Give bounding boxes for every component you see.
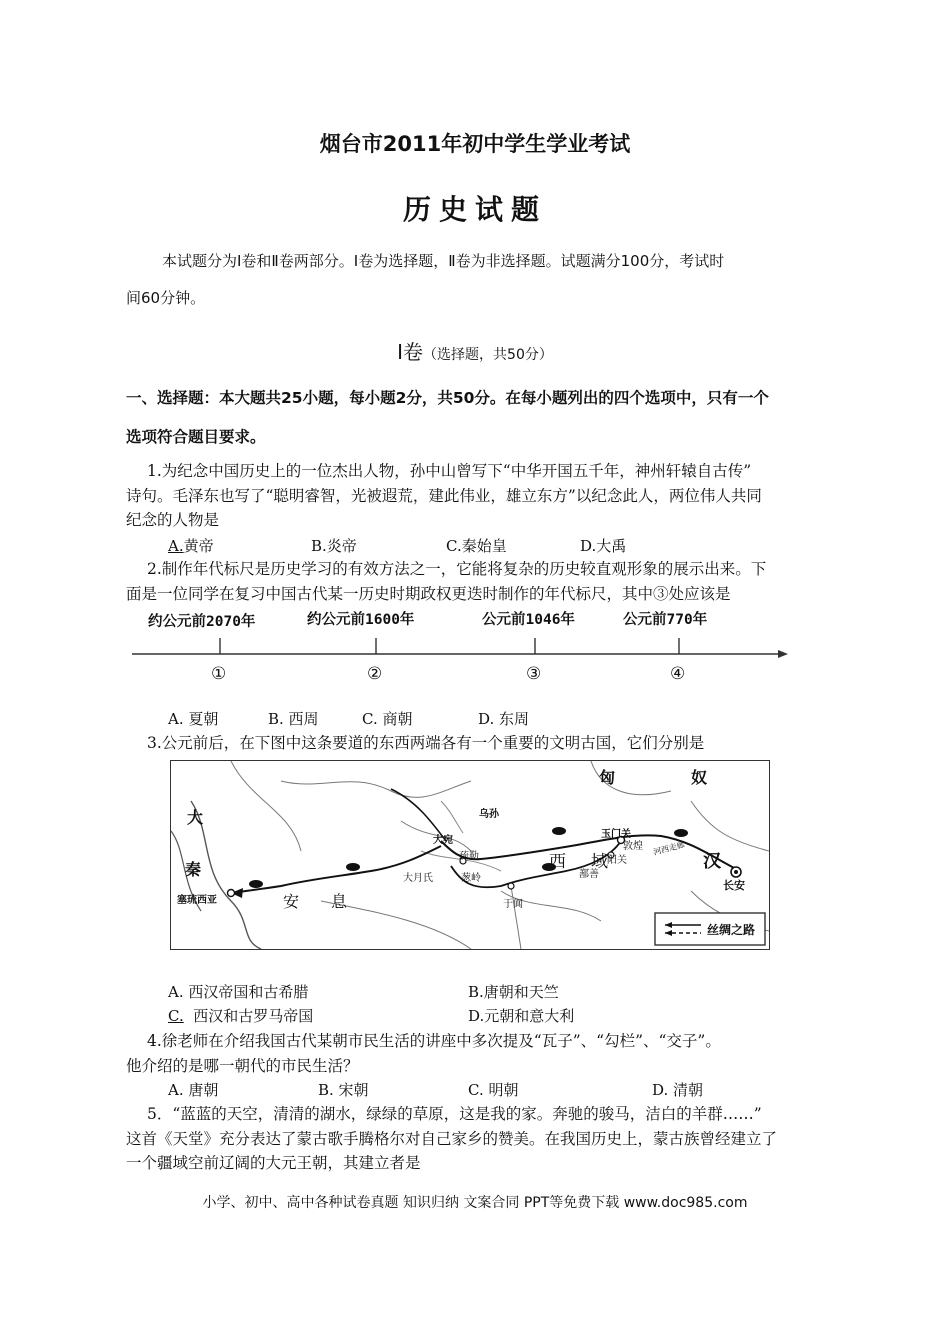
q3-option-c-text: 西汉和古罗马帝国 [193,1007,314,1025]
section-heading [0,336,950,365]
map-label-shanshan: 鄯善 [579,869,599,880]
map-label-shule: 疏勒 [459,851,479,862]
map-label-congling: 葱岭 [461,873,481,884]
timeline-label-2: 约公元前1600年 [307,612,415,628]
q4-option-a[interactable]: A. 唐朝 [168,1081,219,1099]
map-label-hexi: 河西走廊 [652,840,686,857]
timeline-mark-4: ④ [670,664,686,684]
map-label-xi: 西 [549,852,566,872]
q5-line-1: 5．“蓝蓝的天空，清清的湖水，绿绿的草原，这是我的家。奔驰的骏马，洁白的羊群……” [147,1105,762,1123]
map-label-han: 汉 [703,851,721,872]
timeline-mark-3: ③ [526,664,542,684]
map-label-yumenguan: 玉门关 [601,829,631,840]
map-label-xiongnu-2: 奴 [691,768,708,787]
map-label-changan: 长安 [723,879,745,892]
q1-option-b[interactable]: B.炎帝 [311,537,357,555]
q1-option-d[interactable]: D.大禹 [580,537,627,555]
map-label-yangguan: 阳关 [607,855,627,866]
map-label-yu: 域 [591,852,608,872]
map-label-xiongnu-1: 匈 [599,768,616,787]
timeline-label-1: 约公元前2070年 [148,614,256,630]
map-label-seleucia: 塞琉西亚 [177,895,217,906]
q4-option-d[interactable]: D. 清朝 [652,1081,704,1099]
q4-line-1: 4.徐老师在介绍我国古代某朝市民生活的讲座中多次提及“瓦子”、“勾栏”、“交子”。 [147,1032,721,1050]
map-label-dayuan: 大宛 [433,835,453,846]
map-label-qin: 秦 [185,860,202,879]
q1-line-3: 纪念的人物是 [126,511,220,529]
intro-line-2: 间60分钟。 [126,289,206,307]
silk-road-map [170,760,770,950]
q2-line-2: 面是一位同学在复习中国古代某一历史时期政权更迭时制作的年代标尺，其中③处应该是 [126,585,731,603]
q1-line-1: 1.为纪念中国历史上的一位杰出人物，孙中山曾写下“中华开国五千年，神州轩辕自古传” [147,462,752,480]
q2-option-c[interactable]: C. 商朝 [362,710,413,728]
q3-option-d[interactable]: D.元朝和意大利 [468,1007,575,1025]
q1-option-c[interactable]: C.秦始皇 [446,537,507,555]
exam-title: 烟台市2011年初中学生学业考试 [319,132,631,156]
intro-line-1: 本试题分为Ⅰ卷和Ⅱ卷两部分。Ⅰ卷为选择题，Ⅱ卷为非选择题。试题满分100分，考试时 [162,252,725,270]
q4-option-b[interactable]: B. 宋朝 [318,1081,369,1099]
q3-option-c-key: C. [168,1007,184,1025]
q1-line-2: 诗句。毛泽东也写了“聪明睿智，光被遐荒，建此伟业，雄立东方”以纪念此人，两位伟人共同 [126,487,762,505]
map-label-an: 安 [283,892,300,911]
q1-option-a-text: 黄帝 [183,537,214,555]
map-label-yuezhi: 大月氏 [403,873,433,884]
subject-title: 历史试题 [402,193,547,226]
q4-option-c[interactable]: C. 明朝 [468,1081,519,1099]
map-legend-label: 丝绸之路 [707,923,756,937]
timeline-label-4: 公元前770年 [623,612,708,628]
map-label-wusun: 乌孙 [479,809,499,820]
timeline [130,606,790,696]
q1-option-a-key: A. [168,537,184,555]
q2-line-1: 2.制作年代标尺是历史学习的有效方法之一，它能将复杂的历史较直观形象的展示出来。下 [147,560,767,578]
footer-note: 小学、初中、高中各种试卷真题 知识归纳 文案合同 PPT等免费下载 www.doc985.com [202,1195,748,1211]
section-note: （选择题，共50分） [423,347,553,363]
q2-option-b[interactable]: B. 西周 [268,710,319,728]
q3-line-1: 3.公元前后，在下图中这条要道的东西两端各有一个重要的文明古国，它们分别是 [147,734,705,752]
timeline-mark-1: ① [211,664,227,684]
timeline-mark-2: ② [367,664,383,684]
instructions-line-1: 一、选择题：本大题共25小题，每小题2分，共50分。在每小题列出的四个选项中，只有一个 [126,389,769,407]
q2-option-d[interactable]: D. 东周 [478,710,530,728]
map-label-yutian: 于阗 [503,899,523,910]
q5-line-2: 这首《天堂》充分表达了蒙古歌手腾格尔对自己家乡的赞美。在我国历史上，蒙古族曾经建立了 [126,1130,778,1148]
q4-line-2: 他介绍的是哪一朝代的市民生活？ [126,1057,359,1075]
timeline-label-3: 公元前1046年 [482,612,575,628]
q3-option-b[interactable]: B.唐朝和天竺 [468,983,559,1001]
map-label-da: 大 [187,808,204,827]
map-label-dunhuang: 敦煌 [623,841,643,852]
map-label-xi-parthia: 息 [331,892,348,911]
q2-option-a[interactable]: A. 夏朝 [168,710,219,728]
q3-option-a[interactable]: A. 西汉帝国和古希腊 [168,983,309,1001]
section-name: Ⅰ卷 [397,340,424,364]
instructions-line-2: 选项符合题目要求。 [126,428,266,446]
q5-line-3: 一个疆域空前辽阔的大元王朝，其建立者是 [126,1154,421,1172]
timeline-axis [130,626,790,666]
